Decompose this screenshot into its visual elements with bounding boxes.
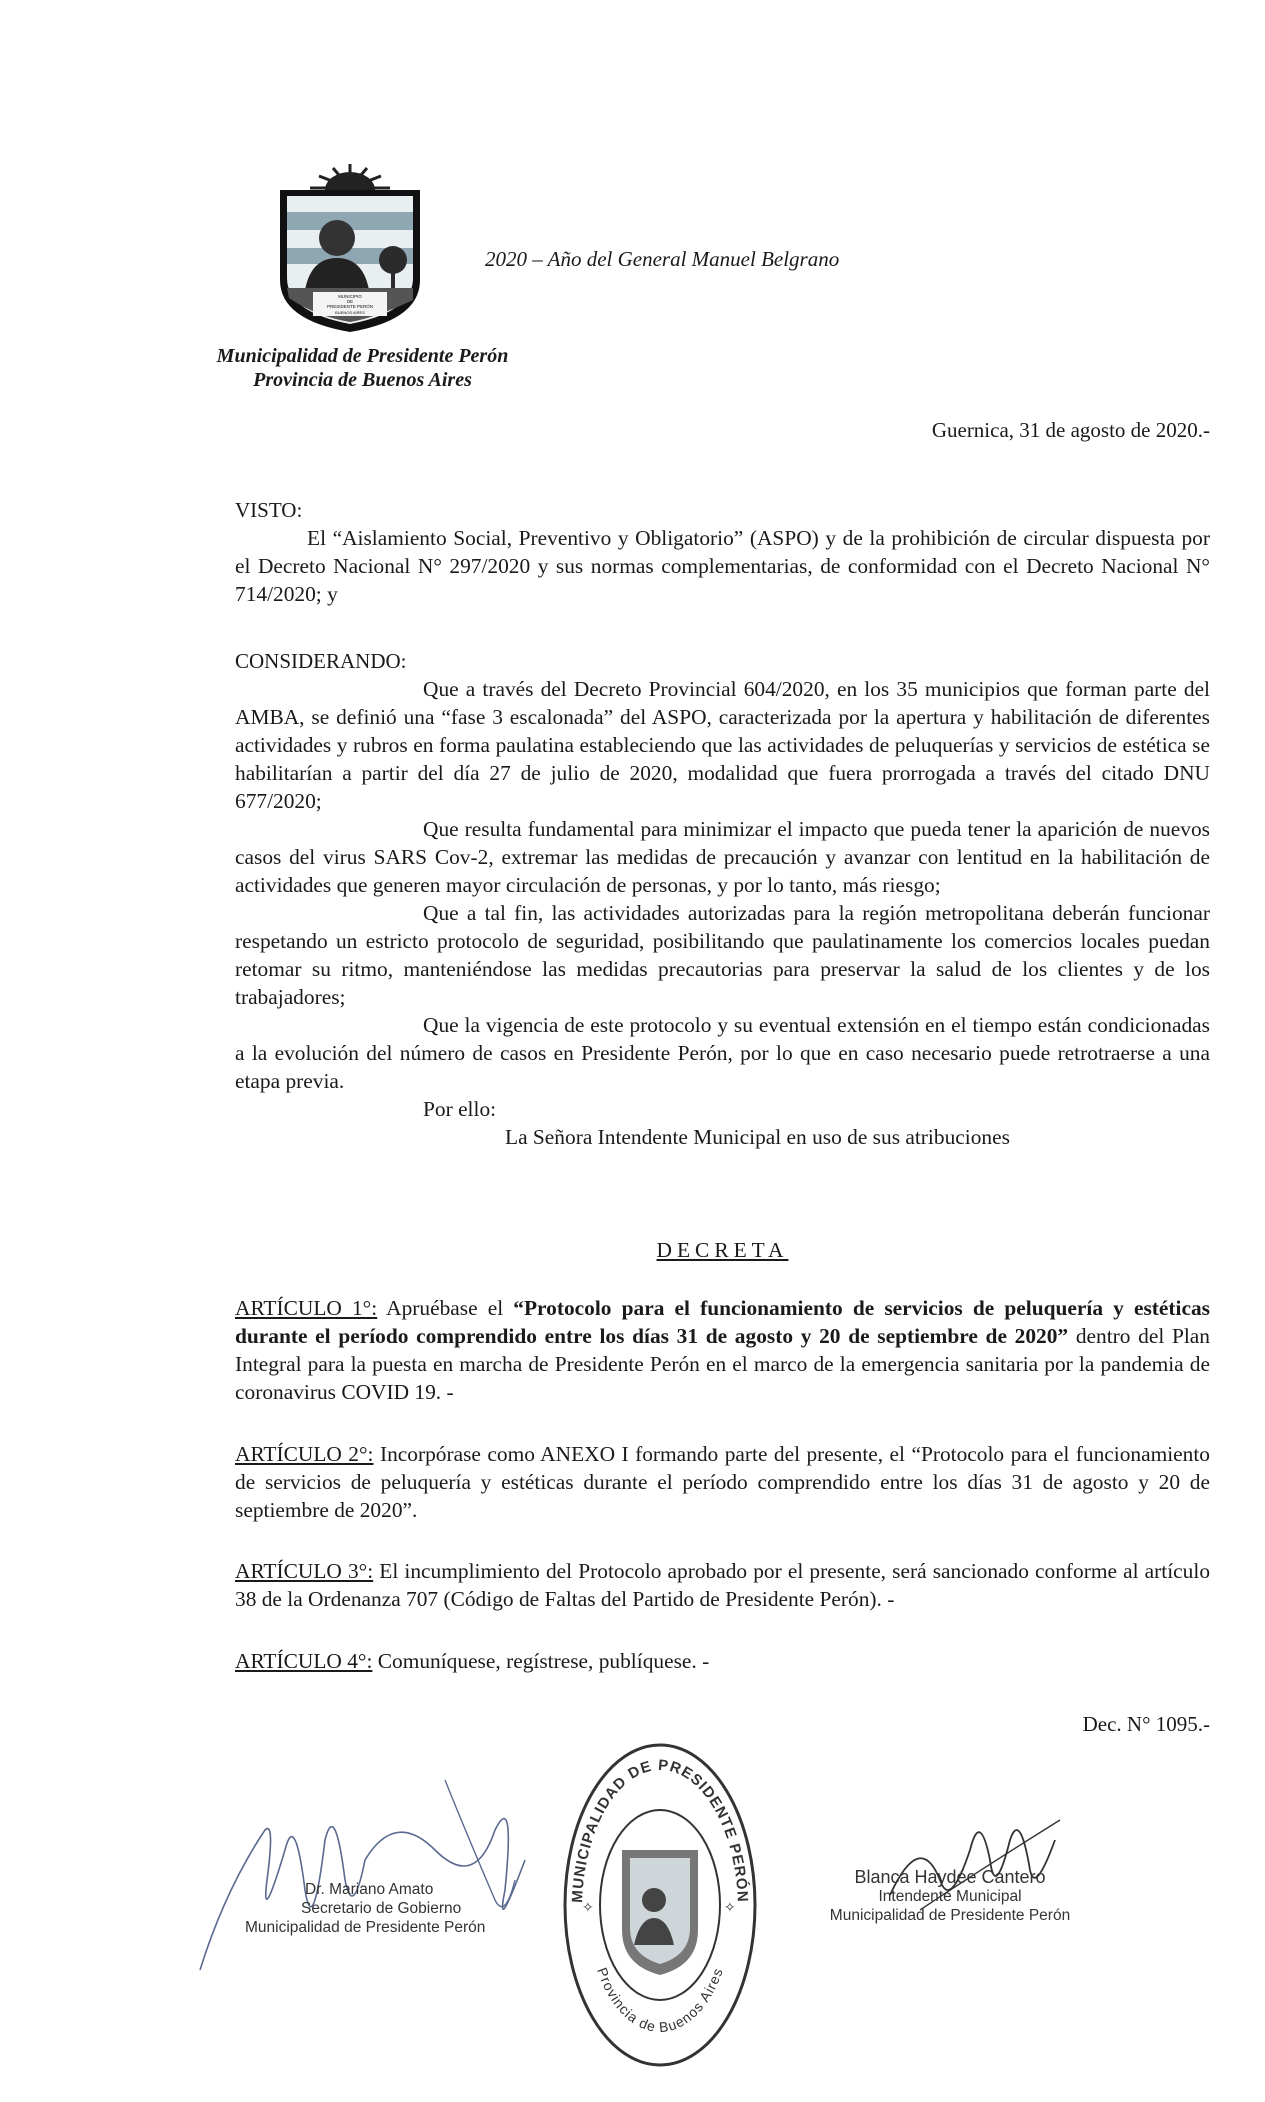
article-2-text: Incorpórase como ANEXO I formando parte del presente, el “Protocolo para el funcionamiento de servicios de peluquería y estéticas durante el período comprendido entre los días 31 de agosto y 20 de septiembre de 2020”. <box>235 1442 1210 1522</box>
visto-section <box>235 496 1210 608</box>
seal-bottom-text: Provincia de Buenos Aires <box>593 1965 726 2036</box>
considerando-paragraph: Que a través del Decreto Provincial 604/2020, en los 35 municipios que forman parte del AMBA, se definió una “fase 3 escalonada” del ASPO, caracterizada por la apertura y habilitación de diferentes actividades y rubros en forma paulatina estableciendo que las actividades de peluquerías y servicios de estética se habilitarían a partir del día 27 de julio de 2020, modalidad que fuera prorrogada a través del citado DNU 677/2020; <box>235 677 1210 813</box>
por-ello: Por ello: <box>423 1097 497 1121</box>
signatory-left-name: Dr. Mariano Amato <box>305 1881 434 1898</box>
municipal-seal <box>560 1740 760 2070</box>
crest-text-2: DE <box>346 299 354 304</box>
decreta-heading <box>235 1236 1210 1264</box>
province-name: Provincia de Buenos Aires <box>253 369 472 391</box>
article-1-protocol-title: “Protocolo para el funcionamiento de servicios de peluquería y estéticas durante el período comprendido entre los días 31 de agosto y 20 de septiembre de 2020” <box>235 1296 1210 1348</box>
signatory-right-entity: Municipalidad de Presidente Perón <box>829 1907 1071 1924</box>
dateline: Guernica, 31 de agosto de 2020.- <box>931 418 1210 442</box>
considerando-paragraph: Que a tal fin, las actividades autorizadas para la región metropolitana deberán funcionar respetando un estricto protocolo de seguridad, posibilitando que paulatinamente los comercios locales puedan retomar su ritmo, manteniéndose las medidas precautorias para preservar la salud de los clientes y de los trabajadores; <box>235 901 1210 1009</box>
crest-text-3: PRESIDENTE PERÓN <box>326 304 374 309</box>
considerando-paragraph: Que resulta fundamental para minimizar el impacto que pueda tener la aparición de nuevos casos del virus SARS Cov-2, extremar las medidas de precaución y avanzar con lentitud en la habilitación de actividades que generen mayor circulación de personas, y por lo tanto, más riesgo; <box>235 817 1210 897</box>
year-motto: 2020 – Año del General Manuel Belgrano <box>485 247 840 271</box>
visto-heading: VISTO: <box>235 498 303 522</box>
article-2 <box>235 1440 1210 1524</box>
seal-star-right-icon: ✧ <box>724 1900 736 1916</box>
authority-statement: La Señora Intendente Municipal en uso de sus atribuciones <box>505 1125 1010 1149</box>
seal-top-text: MUNICIPALIDAD DE PRESIDENTE PERÓN <box>569 1756 751 1904</box>
signatory-right-role: Intendente Municipal <box>878 1888 1022 1905</box>
municipality-heading <box>205 344 520 392</box>
municipal-crest <box>275 160 425 335</box>
decreta-title: DECRETA <box>656 1238 789 1262</box>
article-1-lead: Apruébase el <box>377 1296 514 1320</box>
decree-number: Dec. N° 1095.- <box>1082 1712 1210 1736</box>
signatory-left-role: Secretario de Gobierno <box>301 1900 462 1917</box>
seal-star-left-icon: ✧ <box>582 1900 594 1916</box>
article-3-text: El incumplimiento del Protocolo aprobado por el presente, será sancionado conforme al artículo 38 de la Ordenanza 707 (Código de Faltas del Partido de Presidente Perón). - <box>235 1559 1211 1611</box>
article-1-rest: dentro del Plan Integral para la puesta en marcha de Presidente Perón en el marco de la emergencia sanitaria por la pandemia de coronavirus COVID 19. - <box>235 1324 1211 1404</box>
article-3 <box>235 1557 1210 1613</box>
article-4 <box>235 1647 1210 1675</box>
visto-text: El “Aislamiento Social, Preventivo y Obligatorio” (ASPO) y de la prohibición de circular dispuesta por el Decreto Nacional N° 297/2020 y sus normas complementarias, de conformidad con el Decreto Nacional N° 714/2020; y <box>235 526 1210 606</box>
article-4-text: Comuníquese, regístrese, publíquese. - <box>372 1649 710 1673</box>
article-1 <box>235 1294 1210 1406</box>
signatory-right <box>800 1868 1100 1925</box>
article-4-label: ARTÍCULO 4°: <box>235 1649 373 1673</box>
considerando-heading: CONSIDERANDO: <box>235 649 407 673</box>
crest-text-4: BUENOS AIRES <box>335 310 365 315</box>
signatory-right-name: Blanca Haydée Cantero <box>854 1867 1046 1887</box>
article-2-label: ARTÍCULO 2°: <box>235 1442 374 1466</box>
article-1-label: ARTÍCULO 1°: <box>235 1296 378 1320</box>
considerando-paragraph: Que la vigencia de este protocolo y su eventual extensión en el tiempo están condicionadas a la evolución del número de casos en Presidente Perón, por lo que en caso necesario puede retrotraerse a una etapa previa. <box>235 1013 1210 1093</box>
crest-text-1: MUNICIPIO <box>338 294 362 299</box>
signatory-left-entity: Municipalidad de Presidente Perón <box>245 1919 486 1936</box>
article-3-label: ARTÍCULO 3°: <box>235 1559 374 1583</box>
municipality-name: Municipalidad de Presidente Perón <box>216 345 509 367</box>
considerando-section <box>235 647 1210 1151</box>
signatory-left <box>245 1880 485 1937</box>
